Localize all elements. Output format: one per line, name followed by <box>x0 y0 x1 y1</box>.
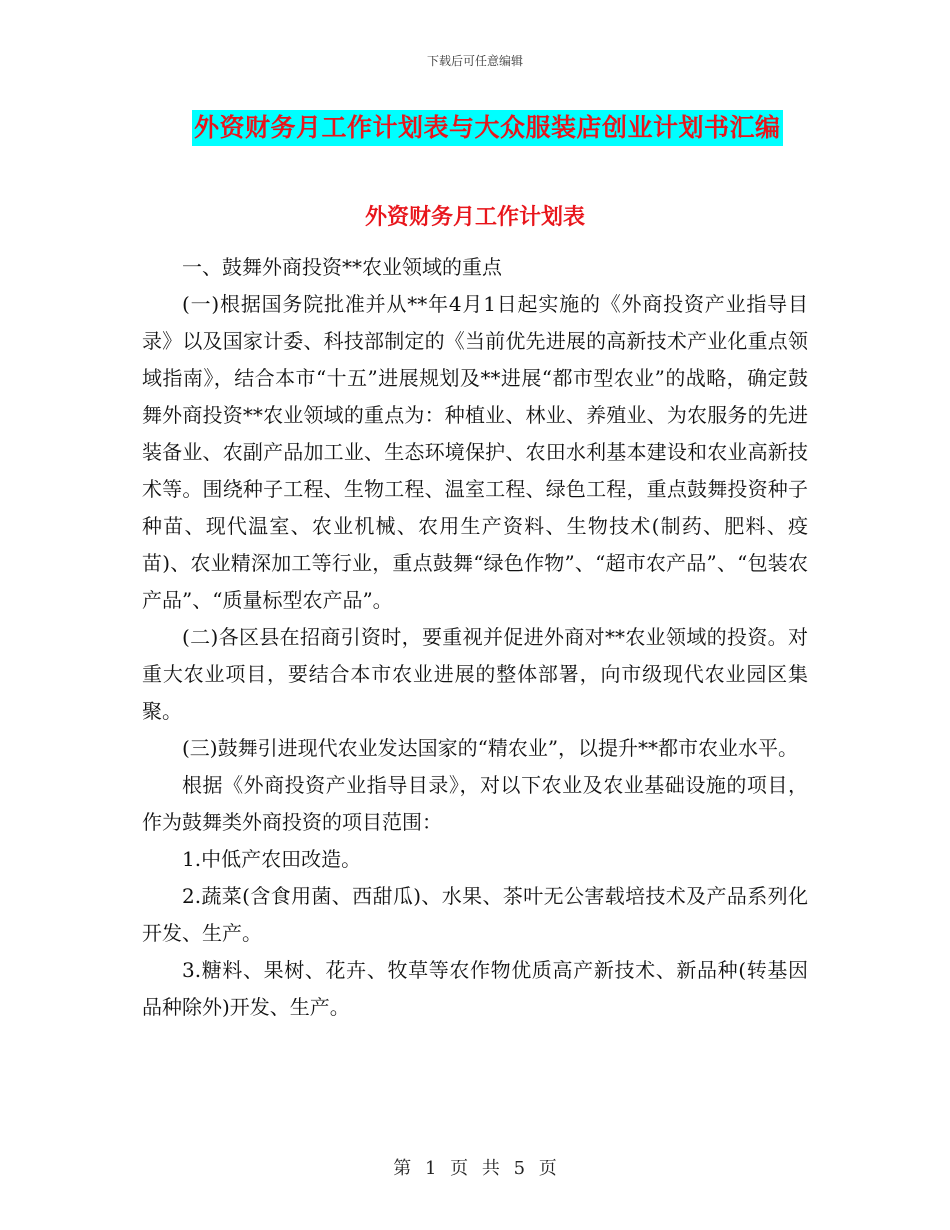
header-note: 下载后可任意编辑 <box>426 54 523 68</box>
paragraph: (三)鼓舞引进现代农业发达国家的“精农业”，以提升**都市农业水平。 <box>182 736 799 760</box>
paragraph: 2.蔬菜(含食用菌、西甜瓜)、水果、茶叶无公害载培技术及产品系列化开发、生产。 <box>142 884 808 945</box>
paragraph: (一)根据国务院批准并从**年4月1日起实施的《外商投资产业指导目录》以及国家计委、科技部制定的《当前优先进展的高新技术产业化重点领域指南》，结合本市“十五”进展规划及**进展“都市型农业”的战略，确定鼓舞外商投资**农业领域的重点为：种植业、林业、养殖业、为农服务的先进装备业、农副产品加工业、生态环境保护、农田水利基本建设和农业高新技术等。围绕种子工程、生物工程、温室工程、绿色工程，重点鼓舞投资种子种苗、现代温室、农业机械、农用生产资料、生物技术(制药、肥料、疫苗)、农业精深加工等行业，重点鼓舞“绿色作物”、“超市农产品”、“包装农产品”、“质量标型农产品”。 <box>142 292 808 612</box>
main-title: 外资财务月工作计划表与大众服装店创业计划书汇编 <box>192 110 783 146</box>
document-body <box>142 249 808 1026</box>
section-title: 外资财务月工作计划表 <box>364 205 585 230</box>
paragraph: 1.中低产农田改造。 <box>182 847 362 871</box>
paragraph: 一、鼓舞外商投资**农业领域的重点 <box>182 255 502 279</box>
main-title-wrap <box>192 110 783 146</box>
paragraph: (二)各区县在招商引资时，要重视并促进外商对**农业领域的投资。对重大农业项目，要结合本市农业进展的整体部署，向市级现代农业园区集聚。 <box>142 625 808 723</box>
paragraph: 根据《外商投资产业指导目录》，对以下农业及农业基础设施的项目，作为鼓舞类外商投资的项目范围： <box>142 773 808 834</box>
page-footer: 第 1 页 共 5 页 <box>393 1158 557 1179</box>
paragraph: 3.糖料、果树、花卉、牧草等农作物优质高产新技术、新品种(转基因品种除外)开发、生产。 <box>142 958 808 1019</box>
